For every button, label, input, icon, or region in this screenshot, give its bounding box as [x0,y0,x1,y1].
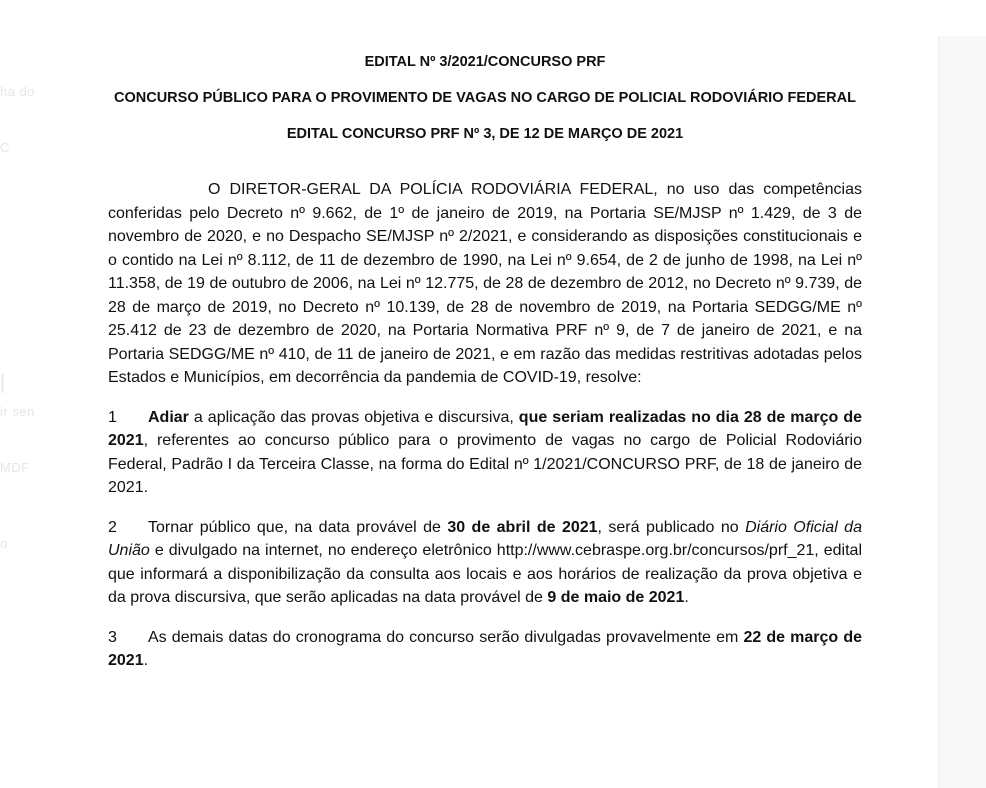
ghost-text: MDF [0,460,30,475]
ghost-text: ha do [0,84,36,99]
item-text: , referentes ao concurso público para o provimento de vagas no cargo de Policial Rodoviário Federal, Padrão I da Terceira Classe, na forma do Edital nº 1/2021/CONCURSO PRF, de 18 de janeiro de 2021. [108,432,862,496]
item-text: As demais datas do cronograma do concurso serão divulgadas provavelmente em [148,628,744,646]
ghost-text: | [0,372,6,394]
edital-document [108,48,862,689]
bold-text: Adiar [148,408,189,426]
bold-text: que seriam realizadas no dia 28 de março de 2021 [108,408,862,449]
bold-text: 22 de março de 2021 [108,628,862,669]
intro-paragraph: O DIRETOR-GERAL DA POLÍCIA RODOVIÁRIA FEDERAL, no uso das competências conferidas pelo Decreto nº 9.662, de 1º de janeiro de 2019, na Portaria SE/MJSP nº 1.429, de 3 de novembro de 2020, e no Despacho SE/MJSP nº 2/2021, e considerando as disposições constitucionais e o contido na Lei nº 8.112, de 11 de dezembro de 1990, na Lei nº 9.654, de 2 de junho de 1998, na Lei nº 11.358, de 19 de outubro de 2006, na Lei nº 12.775, de 28 de dezembro de 2012, no Decreto nº 9.739, de 28 de março de 2019, no Decreto nº 10.139, de 28 de novembro de 2019, na Portaria SEDGG/ME nº 25.412 de 23 de dezembro de 2020, na Portaria Normativa PRF nº 9, de 7 de janeiro de 2021, e na Portaria SEDGG/ME nº 410, de 11 de janeiro de 2021, e em razão das medidas restritivas adotadas pelos Estados e Municípios, em decorrência da pandemia de COVID-19, resolve: [108,181,862,386]
side-panel [938,36,986,788]
item-1-paragraph [108,406,862,500]
bold-text: 9 de maio de 2021 [547,589,685,606]
item-text: e divulgado na internet, no endereço eletrônico http://www.cebraspe.org.br/concursos/prf_21, edital que informará a disponibilização da consulta aos locais e aos horários de realização da prova objetiva e da prova discursiva, que serão aplicadas na data provável de [108,542,862,606]
item-number: 2 [108,518,117,536]
edital-date-title: EDITAL CONCURSO PRF Nº 3, DE 12 DE MARÇO DE 2021 [286,126,684,142]
item-text: . [143,652,149,669]
item-2-paragraph [108,516,862,610]
item-text: a aplicação das provas objetiva e discursiva, [188,408,519,426]
item-text: . [684,589,689,606]
item-text: , será publicado no [597,518,746,536]
item-text: Tornar público que, na data provável de [148,518,448,536]
ghost-text: ir sen [0,404,35,419]
item-3-paragraph [108,626,862,673]
ghost-text: o [0,536,8,551]
ghost-text: C [0,140,10,155]
item-number: 1 [108,408,117,426]
edital-number-title: EDITAL Nº 3/2021/CONCURSO PRF [364,54,606,70]
item-number: 3 [108,628,117,646]
bold-text: 30 de abril de 2021 [447,518,598,536]
concurso-title: CONCURSO PÚBLICO PARA O PROVIMENTO DE VAGAS NO CARGO DE POLICIAL RODOVIÁRIO FEDERAL [114,90,856,106]
italic-text: Diário Oficial da União [108,518,862,559]
